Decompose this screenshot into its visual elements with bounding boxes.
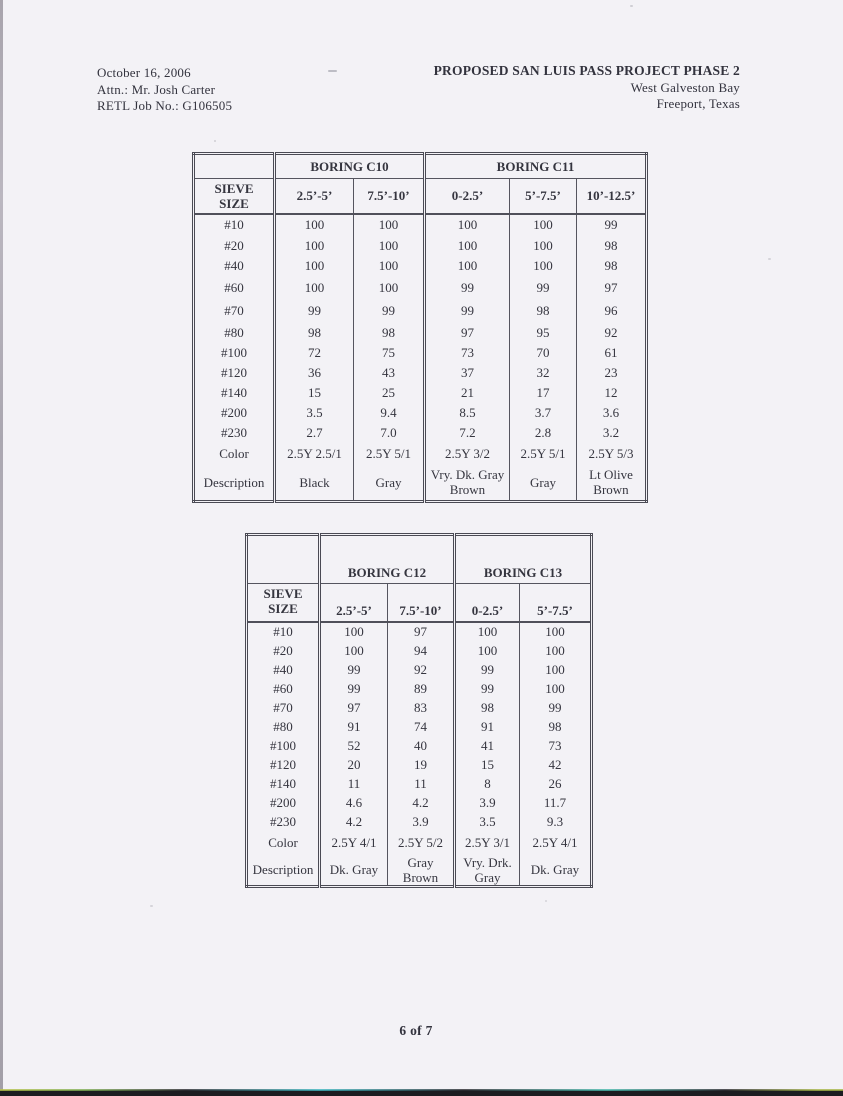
percent-passing-value: 9.3 — [520, 812, 592, 831]
sieve-size-header: SIEVE SIZE — [194, 179, 275, 214]
percent-passing-value: 8.5 — [425, 403, 510, 423]
sieve-row-label: #60 — [247, 679, 320, 698]
percent-passing-value: 100 — [354, 256, 425, 276]
sieve-row-label: #200 — [194, 403, 275, 423]
sieve-data-row — [247, 622, 592, 641]
sieve-row-label: #70 — [247, 698, 320, 717]
sieve-data-row — [194, 276, 647, 299]
scan-speck — [630, 5, 633, 7]
percent-passing-value: 100 — [425, 214, 510, 235]
sieve-data-row — [247, 793, 592, 812]
percent-passing-value: 100 — [275, 214, 354, 235]
percent-passing-value: 98 — [455, 698, 520, 717]
percent-passing-value: 98 — [354, 322, 425, 343]
percent-passing-value: 17 — [510, 383, 577, 403]
percent-passing-value: 3.5 — [455, 812, 520, 831]
percent-passing-value: 98 — [275, 322, 354, 343]
sieve-data-row — [194, 214, 647, 235]
percent-passing-value: 100 — [275, 235, 354, 256]
percent-passing-value: 99 — [425, 276, 510, 299]
percent-passing-value: 100 — [455, 622, 520, 641]
munsell-color-value: 2.5Y 5/3 — [577, 442, 647, 465]
percent-passing-value: 3.7 — [510, 403, 577, 423]
corner-cell — [194, 154, 275, 179]
scan-left-edge-artifact — [0, 0, 3, 1096]
percent-passing-value: 40 — [388, 736, 455, 755]
percent-passing-value: 75 — [354, 343, 425, 363]
sieve-data-row — [194, 403, 647, 423]
percent-passing-value: 100 — [510, 235, 577, 256]
sieve-analysis-borings-c12-c13 — [245, 533, 593, 888]
description-row-label: Description — [247, 855, 320, 887]
percent-passing-value: 11.7 — [520, 793, 592, 812]
percent-passing-value: 36 — [275, 363, 354, 383]
sieve-row-label: #120 — [194, 363, 275, 383]
sieve-data-row — [247, 717, 592, 736]
sieve-data-row — [247, 641, 592, 660]
sieve-row-label: #20 — [247, 641, 320, 660]
percent-passing-value: 11 — [388, 774, 455, 793]
percent-passing-value: 26 — [520, 774, 592, 793]
boring-group-header: BORING C12 — [320, 535, 455, 584]
percent-passing-value: 100 — [520, 622, 592, 641]
percent-passing-value: 99 — [510, 276, 577, 299]
sieve-data-row — [247, 812, 592, 831]
percent-passing-value: 98 — [510, 299, 577, 322]
percent-passing-value: 99 — [520, 698, 592, 717]
boring-group-header: BORING C10 — [275, 154, 425, 179]
percent-passing-value: 98 — [520, 717, 592, 736]
percent-passing-value: 100 — [455, 641, 520, 660]
percent-passing-value: 100 — [520, 641, 592, 660]
percent-passing-value: 23 — [577, 363, 647, 383]
sieve-row-label: #200 — [247, 793, 320, 812]
percent-passing-value: 100 — [275, 276, 354, 299]
sieve-row-label: #10 — [194, 214, 275, 235]
percent-passing-value: 99 — [320, 660, 388, 679]
sieve-data-row — [247, 698, 592, 717]
letter-header-left — [97, 65, 232, 115]
project-title: PROPOSED SAN LUIS PASS PROJECT PHASE 2 — [433, 63, 740, 78]
percent-passing-value: 100 — [510, 214, 577, 235]
percent-passing-value: 8 — [455, 774, 520, 793]
sieve-data-row — [194, 343, 647, 363]
percent-passing-value: 100 — [520, 660, 592, 679]
percent-passing-value: 52 — [320, 736, 388, 755]
percent-passing-value: 72 — [275, 343, 354, 363]
sieve-size-header: SIEVE SIZE — [247, 584, 320, 622]
sieve-table-borings-c12-c13 — [245, 533, 593, 888]
munsell-color-value: 2.5Y 5/1 — [510, 442, 577, 465]
soil-description-value: Dk. Gray — [320, 855, 388, 887]
munsell-color-value: 2.5Y 3/2 — [425, 442, 510, 465]
sieve-data-row — [247, 679, 592, 698]
header-date: October 16, 2006 — [97, 65, 191, 80]
percent-passing-value: 97 — [320, 698, 388, 717]
sieve-row-label: #230 — [247, 812, 320, 831]
percent-passing-value: 74 — [388, 717, 455, 736]
percent-passing-value: 99 — [425, 299, 510, 322]
depth-header: 5’-7.5’ — [510, 179, 577, 214]
percent-passing-value: 99 — [320, 679, 388, 698]
percent-passing-value: 2.7 — [275, 423, 354, 442]
percent-passing-value: 97 — [388, 622, 455, 641]
percent-passing-value: 97 — [577, 276, 647, 299]
percent-passing-value: 100 — [510, 256, 577, 276]
soil-description-value: Black — [275, 465, 354, 502]
scan-speck — [545, 900, 547, 902]
percent-passing-value: 32 — [510, 363, 577, 383]
percent-passing-value: 19 — [388, 755, 455, 774]
percent-passing-value: 15 — [275, 383, 354, 403]
footer-page-number: 6 of 7 — [399, 1023, 433, 1038]
project-location: West Galveston Bay — [630, 79, 740, 95]
percent-passing-value: 70 — [510, 343, 577, 363]
percent-passing-value: 100 — [275, 256, 354, 276]
scan-bottom-edge-artifact — [0, 1090, 843, 1096]
sieve-data-row — [194, 256, 647, 276]
percent-passing-value: 9.4 — [354, 403, 425, 423]
sieve-row-label: #120 — [247, 755, 320, 774]
project-city: Freeport, Texas — [656, 96, 740, 111]
sieve-data-row — [247, 736, 592, 755]
percent-passing-value: 12 — [577, 383, 647, 403]
sieve-row-label: #20 — [194, 235, 275, 256]
color-row-label: Color — [194, 442, 275, 465]
percent-passing-value: 92 — [577, 322, 647, 343]
percent-passing-value: 4.2 — [388, 793, 455, 812]
percent-passing-value: 99 — [455, 660, 520, 679]
percent-passing-value: 100 — [354, 235, 425, 256]
percent-passing-value: 100 — [354, 214, 425, 235]
scan-speck — [150, 905, 153, 907]
sieve-data-row — [247, 660, 592, 679]
sieve-row-label: #60 — [194, 276, 275, 299]
scan-speck — [214, 140, 216, 142]
sieve-row-label: #80 — [194, 322, 275, 343]
color-row-label: Color — [247, 831, 320, 855]
sieve-row-label: #40 — [194, 256, 275, 276]
sieve-table-borings-c10-c11 — [192, 152, 648, 503]
percent-passing-value: 7.2 — [425, 423, 510, 442]
percent-passing-value: 94 — [388, 641, 455, 660]
percent-passing-value: 3.5 — [275, 403, 354, 423]
depth-header: 0-2.5’ — [425, 179, 510, 214]
letter-header-right — [434, 63, 740, 113]
percent-passing-value: 97 — [425, 322, 510, 343]
sieve-row-label: #10 — [247, 622, 320, 641]
sieve-row-label: #40 — [247, 660, 320, 679]
percent-passing-value: 91 — [455, 717, 520, 736]
scan-speck — [768, 258, 771, 260]
sieve-row-label: #70 — [194, 299, 275, 322]
percent-passing-value: 11 — [320, 774, 388, 793]
percent-passing-value: 95 — [510, 322, 577, 343]
percent-passing-value: 100 — [320, 622, 388, 641]
percent-passing-value: 98 — [577, 235, 647, 256]
percent-passing-value: 7.0 — [354, 423, 425, 442]
percent-passing-value: 41 — [455, 736, 520, 755]
percent-passing-value: 61 — [577, 343, 647, 363]
percent-passing-value: 25 — [354, 383, 425, 403]
percent-passing-value: 100 — [320, 641, 388, 660]
percent-passing-value: 99 — [275, 299, 354, 322]
percent-passing-value: 3.2 — [577, 423, 647, 442]
percent-passing-value: 4.6 — [320, 793, 388, 812]
munsell-color-value: 2.5Y 4/1 — [520, 831, 592, 855]
percent-passing-value: 42 — [520, 755, 592, 774]
percent-passing-value: 91 — [320, 717, 388, 736]
soil-description-value: Vry. Drk. Gray — [455, 855, 520, 887]
percent-passing-value: 100 — [425, 256, 510, 276]
percent-passing-value: 21 — [425, 383, 510, 403]
percent-passing-value: 92 — [388, 660, 455, 679]
percent-passing-value: 83 — [388, 698, 455, 717]
munsell-color-value: 2.5Y 4/1 — [320, 831, 388, 855]
depth-header: 2.5’-5’ — [320, 584, 388, 622]
scan-speck — [328, 70, 337, 72]
soil-description-value: Dk. Gray — [520, 855, 592, 887]
sieve-data-row — [194, 299, 647, 322]
corner-cell — [247, 535, 320, 584]
munsell-color-value: 2.5Y 5/1 — [354, 442, 425, 465]
percent-passing-value: 73 — [425, 343, 510, 363]
sieve-data-row — [194, 363, 647, 383]
percent-passing-value: 37 — [425, 363, 510, 383]
sieve-data-row — [194, 235, 647, 256]
description-row-label: Description — [194, 465, 275, 502]
soil-description-value: Vry. Dk. Gray Brown — [425, 465, 510, 502]
sieve-data-row — [247, 774, 592, 793]
percent-passing-value: 89 — [388, 679, 455, 698]
depth-header: 0-2.5’ — [455, 584, 520, 622]
sieve-row-label: #80 — [247, 717, 320, 736]
depth-header: 7.5’-10’ — [388, 584, 455, 622]
boring-group-header: BORING C13 — [455, 535, 592, 584]
percent-passing-value: 99 — [455, 679, 520, 698]
depth-header: 2.5’-5’ — [275, 179, 354, 214]
percent-passing-value: 43 — [354, 363, 425, 383]
depth-header: 7.5’-10’ — [354, 179, 425, 214]
soil-description-value: Gray — [510, 465, 577, 502]
soil-description-value: Gray Brown — [388, 855, 455, 887]
sieve-analysis-borings-c10-c11 — [192, 152, 648, 503]
percent-passing-value: 98 — [577, 256, 647, 276]
boring-group-header: BORING C11 — [425, 154, 647, 179]
percent-passing-value: 2.8 — [510, 423, 577, 442]
soil-description-value: Gray — [354, 465, 425, 502]
percent-passing-value: 3.9 — [455, 793, 520, 812]
percent-passing-value: 15 — [455, 755, 520, 774]
percent-passing-value: 99 — [577, 214, 647, 235]
soil-description-value: Lt Olive Brown — [577, 465, 647, 502]
sieve-data-row — [194, 383, 647, 403]
percent-passing-value: 3.6 — [577, 403, 647, 423]
percent-passing-value: 73 — [520, 736, 592, 755]
percent-passing-value: 4.2 — [320, 812, 388, 831]
sieve-row-label: #100 — [194, 343, 275, 363]
percent-passing-value: 99 — [354, 299, 425, 322]
header-job-number: RETL Job No.: G106505 — [97, 98, 233, 113]
sieve-data-row — [194, 322, 647, 343]
header-attn: Attn.: Mr. Josh Carter — [97, 81, 216, 97]
munsell-color-value: 2.5Y 5/2 — [388, 831, 455, 855]
sieve-row-label: #140 — [194, 383, 275, 403]
percent-passing-value: 3.9 — [388, 812, 455, 831]
sieve-data-row — [194, 423, 647, 442]
sieve-row-label: #140 — [247, 774, 320, 793]
depth-header: 5’-7.5’ — [520, 584, 592, 622]
percent-passing-value: 20 — [320, 755, 388, 774]
sieve-row-label: #100 — [247, 736, 320, 755]
percent-passing-value: 100 — [425, 235, 510, 256]
percent-passing-value: 100 — [520, 679, 592, 698]
sieve-row-label: #230 — [194, 423, 275, 442]
sieve-data-row — [247, 755, 592, 774]
munsell-color-value: 2.5Y 3/1 — [455, 831, 520, 855]
munsell-color-value: 2.5Y 2.5/1 — [275, 442, 354, 465]
depth-header: 10’-12.5’ — [577, 179, 647, 214]
percent-passing-value: 100 — [354, 276, 425, 299]
percent-passing-value: 96 — [577, 299, 647, 322]
